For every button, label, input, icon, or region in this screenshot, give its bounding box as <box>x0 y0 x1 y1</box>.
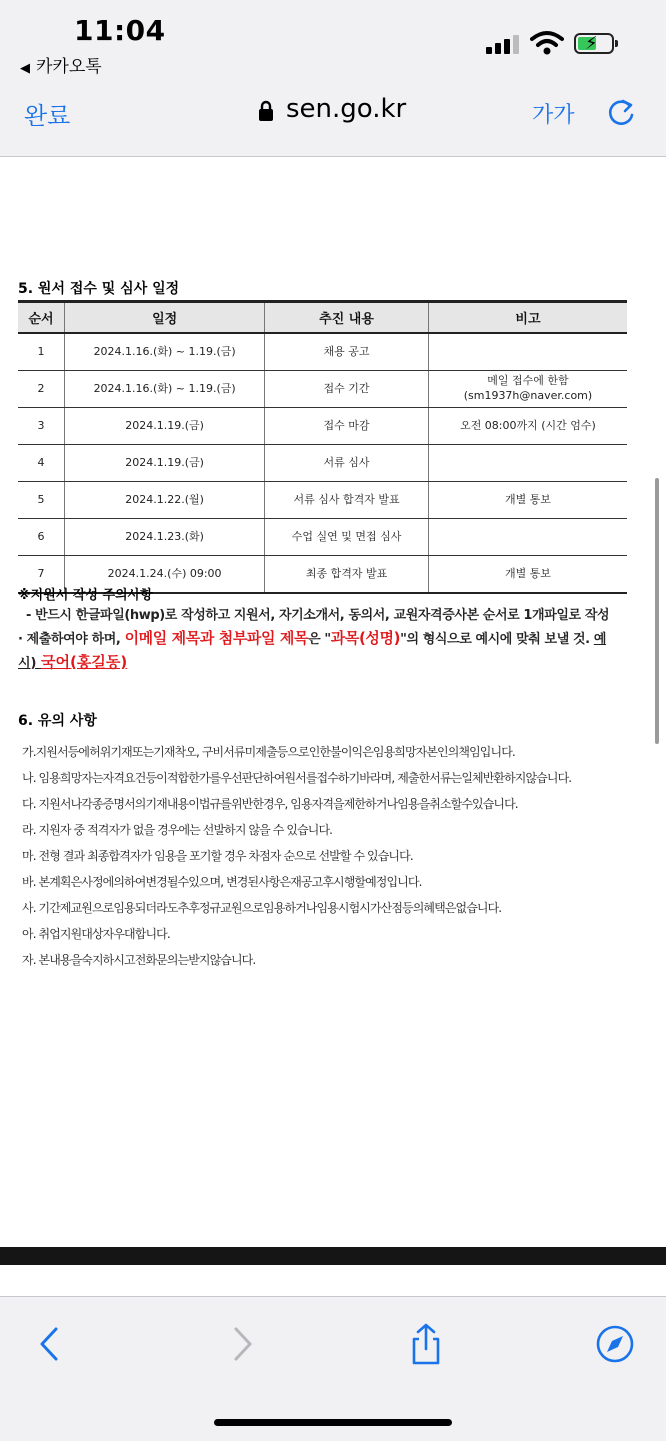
back-app-label: 카카오톡 <box>36 57 102 77</box>
battery-cap <box>615 40 618 47</box>
notice-example-value: 국어(홍길동) <box>41 653 128 671</box>
cell-order: 6 <box>18 519 65 556</box>
cell-order: 7 <box>18 556 65 594</box>
cell-order: 4 <box>18 445 65 482</box>
header-date: 일정 <box>65 302 265 334</box>
address-bar-url[interactable]: sen.go.kr <box>286 94 407 124</box>
cell-order: 2 <box>18 371 65 408</box>
list-item: 바. 본계획은사정에의하여변경될수있으며, 변경된사항은재공고후시행할예정입니다. <box>22 875 422 889</box>
cell-task: 채용 공고 <box>265 333 429 371</box>
list-item: 다. 지원서나각종증명서의기재내용이법규를위반한경우, 임용자격을제한하거나임용을취소할수있습니다. <box>22 797 518 811</box>
table-row <box>18 371 627 408</box>
browser-header <box>0 0 666 157</box>
table-row <box>18 482 627 519</box>
table-row <box>18 519 627 556</box>
notice-line-1: - 반드시 한글파일(hwp)로 작성하고 지원서, 자기소개서, 동의서, 교원자격증사본 순서로 1개파일로 작성 <box>26 608 610 623</box>
list-item: 아. 취업지원대상자우대합니다. <box>22 927 170 941</box>
cell-date: 2024.1.24.(수) 09:00 <box>65 556 265 594</box>
back-triangle-icon: ◀ <box>20 61 30 76</box>
notice-line-2 <box>18 627 663 651</box>
header-task: 추진 내용 <box>265 302 429 334</box>
cell-task: 접수 마감 <box>265 408 429 445</box>
cell-task: 서류 심사 합격자 발표 <box>265 482 429 519</box>
cell-task: 서류 심사 <box>265 445 429 482</box>
list-item: 자. 본내용을숙지하시고전화문의는받지않습니다. <box>22 953 256 967</box>
cell-date: 2024.1.22.(월) <box>65 482 265 519</box>
table-header-row <box>18 302 627 334</box>
list-item: 가.지원서등에허위기재또는기재착오, 구비서류미제출등으로인한불이익은임용희망자본인의책임입니다. <box>22 745 515 759</box>
cell-note <box>428 371 627 408</box>
done-button[interactable]: 완료 <box>24 102 71 130</box>
text-size-button[interactable]: 가가 <box>532 103 575 128</box>
notice-text-a: · 제출하여야 하며, <box>18 632 125 647</box>
back-icon[interactable] <box>30 1323 70 1365</box>
table-row <box>18 445 627 482</box>
note-line: 메일 접수에 한함 <box>487 374 569 388</box>
forward-icon[interactable] <box>222 1323 262 1365</box>
cell-order: 1 <box>18 333 65 371</box>
cell-note: 개별 통보 <box>428 556 627 594</box>
list-item: 사. 기간제교원으로임용되더라도추후정규교원으로임용하거나임용시험시가산점등의혜택은없습니다. <box>22 901 502 915</box>
notice-text-c: "의 형식으로 예시에 맞춰 보낼 것. <box>400 632 594 647</box>
wifi-icon <box>530 30 564 56</box>
cellular-signal-icon <box>486 34 522 54</box>
cell-order: 3 <box>18 408 65 445</box>
bottom-toolbar <box>0 1296 666 1441</box>
notice-title: ※지원서 작성 주의사항 <box>18 588 153 603</box>
caution-list <box>22 739 622 973</box>
cell-date: 2024.1.23.(화) <box>65 519 265 556</box>
cell-note <box>428 333 627 371</box>
status-time: 11:04 <box>74 14 166 47</box>
cell-date: 2024.1.16.(화) ~ 1.19.(금) <box>65 371 265 408</box>
cell-date: 2024.1.19.(금) <box>65 445 265 482</box>
notice-highlight-email: 이메일 제목과 첨부파일 제목 <box>124 629 309 647</box>
notice-highlight-format: 과목(성명) <box>330 629 401 647</box>
compass-icon[interactable] <box>595 1323 635 1365</box>
page-divider <box>0 1247 666 1265</box>
reload-icon[interactable] <box>604 96 638 130</box>
section-5-title: 5. 원서 접수 및 심사 일정 <box>18 281 180 297</box>
table-row <box>18 333 627 371</box>
cell-task: 접수 기간 <box>265 371 429 408</box>
cell-task: 최종 합격자 발표 <box>265 556 429 594</box>
cell-order: 5 <box>18 482 65 519</box>
cell-task: 수업 실연 및 면접 심사 <box>265 519 429 556</box>
note-email: (sm1937h@naver.com) <box>463 389 593 402</box>
table-row <box>18 408 627 445</box>
schedule-table <box>18 300 627 594</box>
notice-example-start: 예 <box>593 632 606 647</box>
section-6-title: 6. 유의 사항 <box>18 713 97 729</box>
list-item: 마. 전형 결과 최종합격자가 임용을 포기할 경우 차점자 순으로 선발할 수 있습니다. <box>22 849 413 863</box>
header-order: 순서 <box>18 302 65 334</box>
notice-body <box>18 605 663 675</box>
notice-line-3 <box>18 651 663 675</box>
cell-note <box>428 519 627 556</box>
notice-example-label: 시) <box>18 656 42 671</box>
cell-date: 2024.1.16.(화) ~ 1.19.(금) <box>65 333 265 371</box>
lock-icon <box>258 100 274 122</box>
cell-note: 개별 통보 <box>428 482 627 519</box>
home-indicator <box>214 1419 452 1426</box>
battery-icon: ⚡ <box>574 33 614 54</box>
cell-date: 2024.1.19.(금) <box>65 408 265 445</box>
notice-text-b: 은 " <box>308 632 331 647</box>
page-content <box>0 157 666 1247</box>
cell-note: 오전 08:00까지 (시간 엄수) <box>428 408 627 445</box>
back-to-app[interactable] <box>20 52 102 77</box>
header-note: 비고 <box>428 302 627 334</box>
share-icon[interactable] <box>406 1323 446 1365</box>
list-item: 나. 임용희망자는자격요건등이적합한가를우선판단하여원서를접수하기바라며, 제출한서류는일체반환하지않습니다. <box>22 771 572 785</box>
cell-note <box>428 445 627 482</box>
list-item: 라. 지원자 중 적격자가 없을 경우에는 선발하지 않을 수 있습니다. <box>22 823 333 837</box>
scrollbar[interactable] <box>655 478 659 744</box>
